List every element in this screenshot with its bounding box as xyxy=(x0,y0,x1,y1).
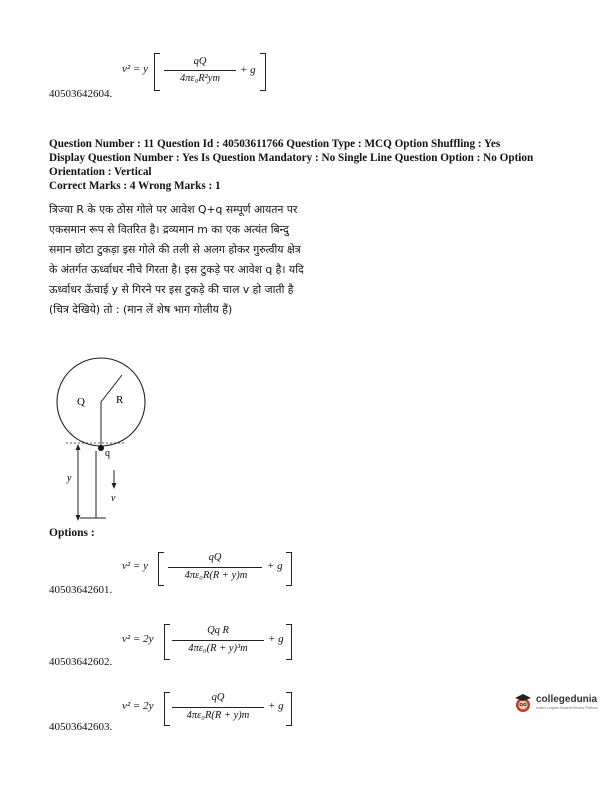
top-equation xyxy=(110,50,280,94)
option-3-lhs: v² = 2y xyxy=(122,700,154,712)
left-bracket xyxy=(164,624,170,660)
meta-line-3: Orientation : Vertical xyxy=(49,166,152,178)
option-2-tail: + g xyxy=(268,633,284,645)
height-arrow-top xyxy=(76,444,81,450)
label-Q: Q xyxy=(77,396,85,408)
option-id-2: 40503642602. xyxy=(49,656,113,668)
option-3-equation xyxy=(110,688,310,728)
graduate-icon xyxy=(512,692,534,714)
option-2-numerator: Qq R xyxy=(207,625,229,636)
right-bracket xyxy=(286,552,292,586)
option-2-denominator: 4πε₀(R + y)³m xyxy=(188,643,248,654)
right-bracket xyxy=(286,692,292,726)
label-q: q xyxy=(105,448,110,459)
watermark-tagline: India's Largest Student Review Platform xyxy=(536,706,599,710)
right-bracket xyxy=(260,53,266,91)
option-1-tail: + g xyxy=(267,560,283,572)
collegedunia-watermark xyxy=(512,692,604,714)
equation-lhs: v² = y xyxy=(122,63,148,75)
option-id-3: 40503642603. xyxy=(49,721,113,733)
question-text: त्रिज्या R के एक ठोस गोले पर आवेश Q+q सम्पूर्ण आयतन पर एकसमान रूप से वितरित है। द्रव्यमान m का एक अत्यंत बिन्दु समान छोटा टुकड़ा इस गोले की तली से अलग होकर गुरुत्वीय क्षेत्र के अंतर्गत ऊर्ध्वाधर नीचे गिरता है। इस टुकड़े पर आवेश q है। यदि ऊर्ध्वाधर ऊँचाई y से गिरने पर इस टुकड़े की चाल v हो जाती है (चित्र देखिये) तो : (मान लें शेष भाग गोलीय हैं) xyxy=(49,203,304,316)
option-1-denominator: 4πε₀R(R + y)m xyxy=(184,570,248,581)
label-v: v xyxy=(111,493,116,504)
option-3-numerator: qQ xyxy=(211,692,225,703)
label-R: R xyxy=(116,394,124,406)
equation-denominator: 4πε₀R²ym xyxy=(179,73,221,84)
meta-line-4: Correct Marks : 4 Wrong Marks : 1 xyxy=(49,180,221,192)
options-label: Options : xyxy=(49,527,95,539)
question-meta xyxy=(49,137,589,193)
option-1-equation xyxy=(110,548,310,588)
option-1-numerator: qQ xyxy=(208,552,222,563)
fraction-bar xyxy=(172,640,264,641)
question-figure xyxy=(40,355,170,525)
equation-tail: + g xyxy=(240,64,256,76)
right-bracket xyxy=(286,624,292,660)
height-arrow-bottom xyxy=(76,515,81,521)
left-bracket xyxy=(154,53,160,91)
option-1-lhs: v² = y xyxy=(122,560,148,572)
fraction-bar xyxy=(168,567,262,568)
velocity-arrow-head xyxy=(112,483,117,489)
meta-line-2: Display Question Number : Yes Is Question Mandatory : No Single Line Question Option : No Option xyxy=(49,152,534,164)
watermark-name: collegedunia xyxy=(536,694,598,705)
equation-numerator: qQ xyxy=(193,56,207,67)
option-3-tail: + g xyxy=(268,700,284,712)
charge-piece xyxy=(98,445,104,451)
fraction-bar xyxy=(172,707,264,708)
option-2-equation xyxy=(110,620,310,662)
label-y: y xyxy=(67,473,72,484)
option-id-1: 40503642601. xyxy=(49,584,113,596)
option-2-lhs: v² = 2y xyxy=(122,633,154,645)
option-id-4: 40503642604. xyxy=(49,88,113,100)
fraction-bar xyxy=(164,70,236,71)
option-3-denominator: 4πε₀R(R + y)m xyxy=(186,710,250,721)
meta-line-1: Question Number : 11 Question Id : 40503611766 Question Type : MCQ Option Shuffling : Yes xyxy=(49,138,501,150)
